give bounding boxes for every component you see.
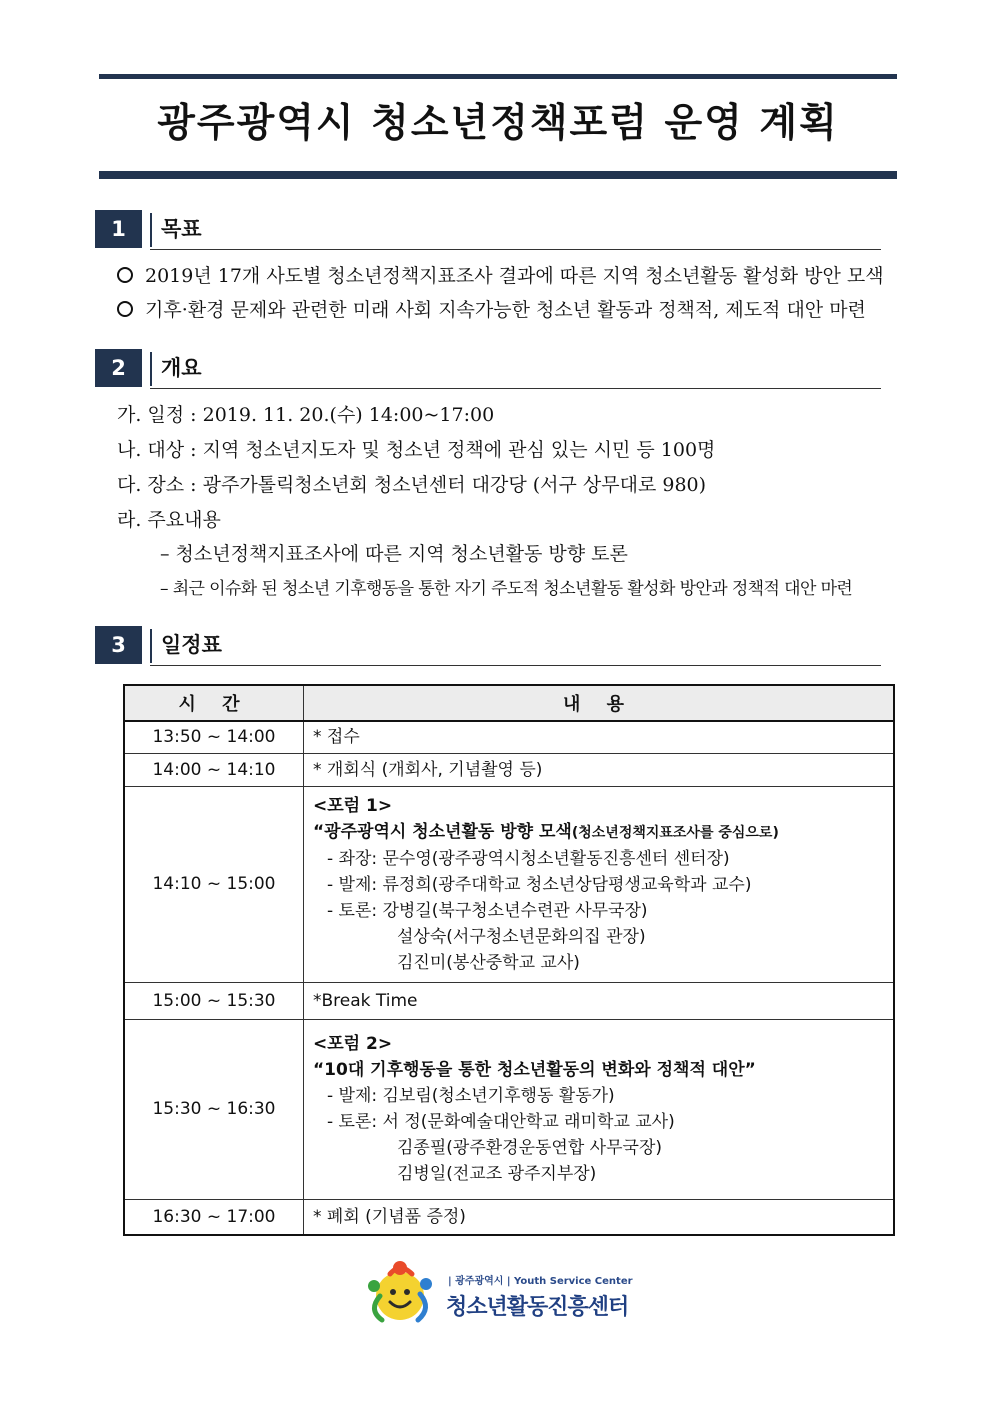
content-cell: [304, 1019, 895, 1199]
section-overview-header: [95, 349, 881, 389]
section-title: 목표: [161, 217, 202, 241]
overview-content-label: 라. 주요내용: [117, 509, 221, 531]
forum-panel: - 토론: 강병길(북구청소년수련관 사무국장): [327, 900, 648, 921]
section-title: 개요: [161, 356, 202, 380]
forum-topic: “10대 기후행동을 통한 청소년활동의 변화와 정책적 대안”: [313, 1060, 756, 1080]
forum-label: <포럼 2>: [313, 1034, 393, 1054]
section-number: 3: [95, 626, 142, 664]
forum-panel: 김종필(광주환경운동연합 사무국장): [397, 1138, 662, 1158]
forum-panel: 김진미(봉산중학교 교사): [397, 952, 580, 973]
overview-place: 다. 장소 : 광주가톨릭청소년회 청소년센터 대강당 (서구 상무대로 980): [117, 474, 707, 496]
schedule-table: [123, 684, 895, 1236]
title-rule-bottom: [99, 171, 897, 179]
circle-bullet-icon: [117, 267, 133, 283]
time-cell: 13:50 ~ 14:00: [124, 721, 304, 753]
time-cell: 15:30 ~ 16:30: [124, 1019, 304, 1199]
forum-panel: - 토론: 서 정(문화예술대안학교 래미학교 교사): [327, 1112, 675, 1132]
section-goals-header: [95, 210, 881, 250]
content-cell: * 접수: [304, 721, 895, 753]
overview-content-item: – 청소년정책지표조사에 따른 지역 청소년활동 방향 토론: [160, 543, 628, 565]
forum-presenter: - 발제: 김보림(청소년기후행동 활동가): [327, 1086, 615, 1106]
logo-subtitle: | 광주광역시 | Youth Service Center: [448, 1276, 633, 1287]
overview-schedule: 가. 일정 : 2019. 11. 20.(수) 14:00~17:00: [117, 404, 495, 426]
goal-item: 기후·환경 문제와 관련한 미래 사회 지속가능한 청소년 활동과 정책적, 제도적 대안 마련: [117, 297, 866, 323]
content-cell: * 폐회 (기념품 증정): [304, 1199, 895, 1235]
forum-label: <포럼 1>: [313, 795, 393, 816]
column-header-time: 시 간: [124, 685, 304, 721]
table-row: [124, 753, 894, 786]
forum-presenter: - 발제: 류정희(광주대학교 청소년상담평생교육학과 교수): [327, 874, 752, 895]
table-row: [124, 982, 894, 1019]
content-cell: *Break Time: [304, 982, 895, 1019]
table-row: [124, 721, 894, 753]
logo-name: 청소년활동진흥센터: [446, 1295, 629, 1320]
column-header-content: 내 용: [304, 685, 895, 721]
document-title: 광주광역시 청소년정책포럼 운영 계획: [157, 101, 839, 146]
table-row: [124, 1199, 894, 1235]
time-cell: 16:30 ~ 17:00: [124, 1199, 304, 1235]
section-schedule-header: [95, 626, 881, 666]
forum-chair: - 좌장: 문수영(광주광역시청소년활동진흥센터 센터장): [327, 848, 730, 869]
time-cell: 14:00 ~ 14:10: [124, 753, 304, 786]
time-cell: 15:00 ~ 15:30: [124, 982, 304, 1019]
title-rule-top: [99, 74, 897, 79]
center-logo: [360, 1256, 640, 1330]
table-header-row: [124, 685, 894, 721]
table-row: [124, 1019, 894, 1199]
circle-bullet-icon: [117, 301, 133, 317]
forum-panel: 설상숙(서구청소년문화의집 관장): [397, 926, 646, 947]
section-number: 1: [95, 210, 142, 248]
smiling-people-logo-icon: [360, 1256, 440, 1330]
forum-topic: “광주광역시 청소년활동 방향 모색(청소년정책지표조사를 중심으로): [313, 821, 779, 842]
content-cell: * 개회식 (개회사, 기념촬영 등): [304, 753, 895, 786]
forum-panel: 김병일(전교조 광주지부장): [397, 1164, 597, 1184]
goal-item: 2019년 17개 사도별 청소년정책지표조사 결과에 따른 지역 청소년활동 활성화 방안 모색: [117, 263, 884, 289]
overview-target: 나. 대상 : 지역 청소년지도자 및 청소년 정책에 관심 있는 시민 등 100명: [117, 439, 716, 461]
overview-content-item: – 최근 이슈화 된 청소년 기후행동을 통한 자기 주도적 청소년활동 활성화 방안과 정책적 대안 마련: [160, 579, 853, 599]
section-number: 2: [95, 349, 142, 387]
time-cell: 14:10 ~ 15:00: [124, 786, 304, 982]
content-cell: [304, 786, 895, 982]
table-row: [124, 786, 894, 982]
section-title: 일정표: [161, 633, 222, 657]
